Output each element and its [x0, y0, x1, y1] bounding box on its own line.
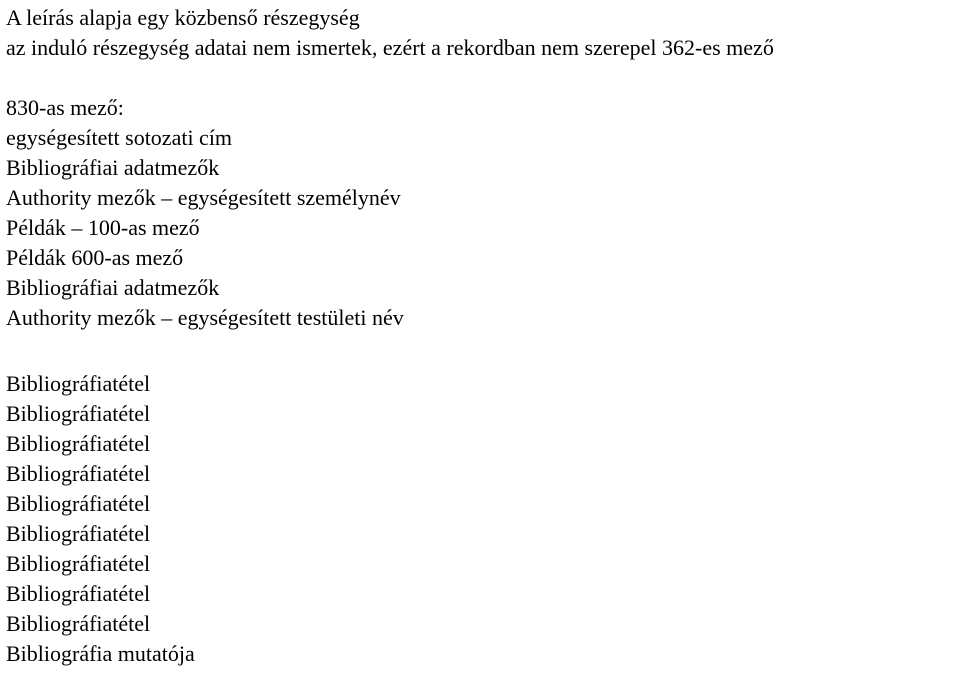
header-line-1: A leírás alapja egy közbenső részegység: [6, 5, 360, 30]
section-830-line-6: Példák 600-as mező: [6, 245, 184, 270]
document-page: [6, 0, 956, 666]
section-830-line-5: Példák – 100-as mező: [6, 215, 200, 240]
section-830-line-4: Authority mezők – egységesített személynév: [6, 185, 401, 210]
record-item-7: Bibliográfiatétel: [6, 551, 151, 576]
header-line-2: az induló részegység adatai nem ismertek, ezért a rekordban nem szerepel 362-es mező: [6, 35, 774, 60]
record-item-1: Bibliográfiatétel: [6, 371, 151, 396]
section-830: [6, 90, 956, 330]
record-item-5: Bibliográfiatétel: [6, 491, 151, 516]
record-item-2: Bibliográfiatétel: [6, 401, 151, 426]
record-item-3: Bibliográfiatétel: [6, 431, 151, 456]
record-item-6: Bibliográfiatétel: [6, 521, 151, 546]
records-list: [6, 366, 956, 666]
record-item-9: Bibliográfiatétel: [6, 611, 151, 636]
section-830-line-2: egységesített sotozati cím: [6, 125, 233, 150]
header-block: [6, 0, 956, 60]
bibliography-index-link: Bibliográfia mutatója: [6, 641, 195, 666]
section-830-title: 830-as mező:: [6, 95, 124, 120]
section-830-line-3: Bibliográfiai adatmezők: [6, 155, 220, 180]
record-item-4: Bibliográfiatétel: [6, 461, 151, 486]
record-item-8: Bibliográfiatétel: [6, 581, 151, 606]
section-830-line-7: Bibliográfiai adatmezők: [6, 275, 220, 300]
section-830-line-8: Authority mezők – egységesített testületi név: [6, 305, 404, 330]
